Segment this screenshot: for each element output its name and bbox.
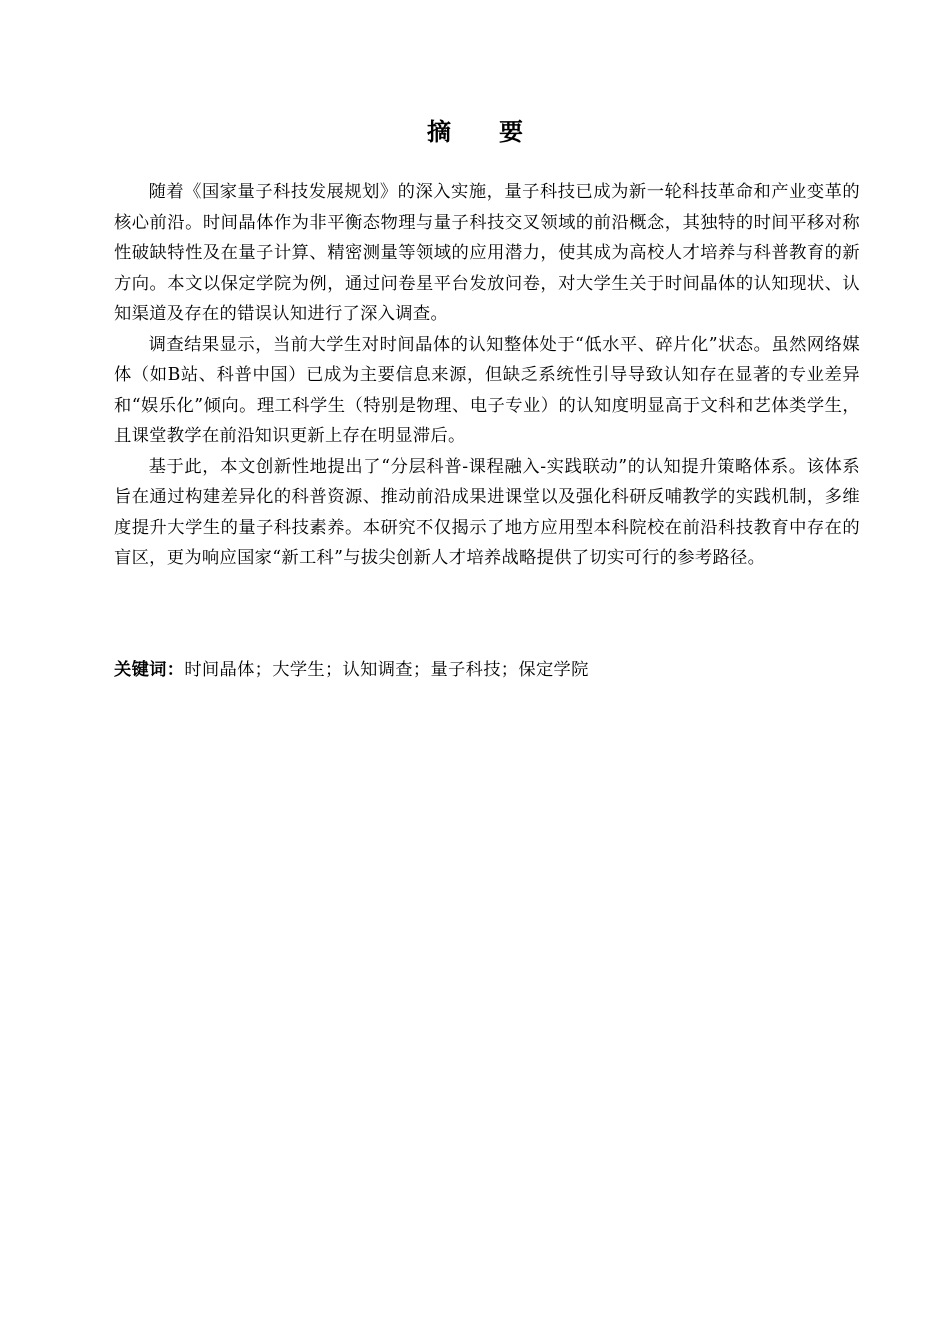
abstract-paragraph-2: 调查结果显示，当前大学生对时间晶体的认知整体处于“低水平、碎片化”状态。虽然网络媒体（如B站、科普中国）已成为主要信息来源，但缺乏系统性引导导致认知存在显著的专业差异和“娱乐化”倾向。理工科学生（特别是物理、电子专业）的认知度明显高于文科和艺体类学生，且课堂教学在前沿知识更新上存在明显滞后。 [114, 334, 860, 446]
title-char-1: 摘 [427, 118, 451, 146]
abstract-paragraph-3: 基于此，本文创新性地提出了“分层科普-课程融入-实践联动”的认知提升策略体系。该体系旨在通过构建差异化的科普资源、推动前沿成果进课堂以及强化科研反哺教学的实践机制，多维度提升大学生的量子科技素养。本研究不仅揭示了地方应用型本科院校在前沿科技教育中存在的盲区，更为响应国家“新工科”与拔尖创新人才培养战略提供了切实可行的参考路径。 [114, 456, 860, 568]
title-char-2: 要 [499, 118, 523, 146]
abstract-body [114, 177, 860, 574]
keywords-text: 时间晶体；大学生；认知调查；量子科技；保定学院 [184, 660, 589, 680]
abstract-title [0, 112, 950, 152]
abstract-paragraph-1: 随着《国家量子科技发展规划》的深入实施，量子科技已成为新一轮科技革命和产业变革的核心前沿。时间晶体作为非平衡态物理与量子科技交叉领域的前沿概念，其独特的时间平移对称性破缺特性及在量子计算、精密测量等领域的应用潜力，使其成为高校人才培养与科普教育的新方向。本文以保定学院为例，通过问卷星平台发放问卷，对大学生关于时间晶体的认知现状、认知渠道及存在的错误认知进行了深入调查。 [114, 182, 860, 324]
keywords-label: 关键词： [114, 660, 185, 680]
keywords-line [114, 655, 860, 685]
